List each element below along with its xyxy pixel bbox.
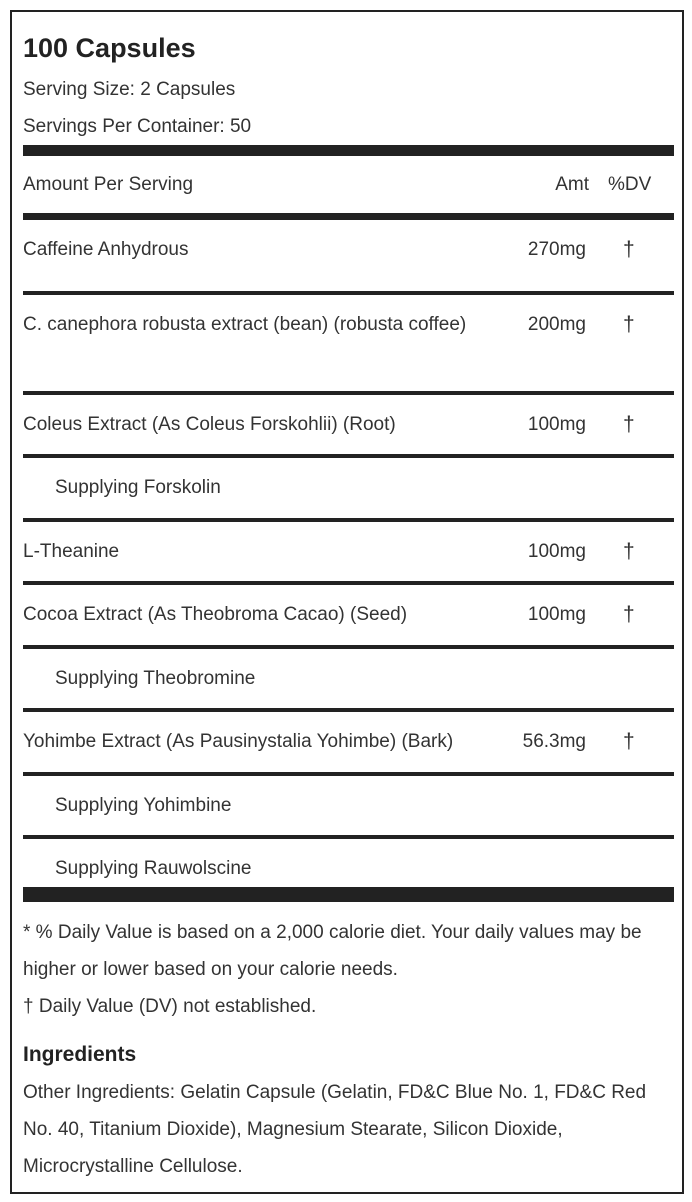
nutrient-amount: 100mg: [527, 541, 586, 562]
supplement-facts-panel: [10, 10, 684, 1194]
table-header: [23, 173, 674, 197]
servings-per-container: Servings Per Container: 50: [23, 116, 252, 137]
bottom-divider: [23, 887, 674, 902]
nutrient-name: Supplying Rauwolscine: [55, 858, 252, 879]
daily-value-footnote: * % Daily Value is based on a 2,000 calorie diet. Your daily values may be higher or lower based on your calorie needs.: [23, 922, 642, 980]
nutrient-amount: 200mg: [527, 314, 586, 335]
nutrient-name: Yohimbe Extract (As Pausinystalia Yohimbe) (Bark): [23, 731, 454, 752]
ingredients-title: Ingredients: [23, 1043, 137, 1066]
table-row: [23, 395, 674, 458]
nutrient-name: C. canephora robusta extract (bean) (robusta coffee): [23, 314, 467, 335]
nutrient-daily-value: †: [623, 413, 635, 436]
capsule-count-title: 100 Capsules: [23, 33, 196, 63]
nutrient-daily-value: †: [623, 730, 635, 753]
nutrient-daily-value: †: [623, 540, 635, 563]
header-divider: [23, 213, 674, 220]
nutrient-name: Cocoa Extract (As Theobroma Cacao) (Seed): [23, 604, 408, 625]
table-row: [23, 522, 674, 585]
nutrient-daily-value: †: [623, 313, 635, 336]
amount-per-serving-header: Amount Per Serving: [23, 174, 194, 195]
nutrient-name: Caffeine Anhydrous: [23, 239, 189, 260]
nutrient-rows: [23, 220, 674, 888]
table-row: [23, 649, 674, 712]
nutrient-amount: 100mg: [527, 604, 586, 625]
table-row: [23, 458, 674, 522]
nutrient-name: Coleus Extract (As Coleus Forskohlii) (Root): [23, 414, 396, 435]
table-row: [23, 295, 674, 395]
dv-not-established-footnote: † Daily Value (DV) not established.: [23, 996, 317, 1017]
nutrient-name: Supplying Theobromine: [55, 668, 256, 689]
table-row: [23, 776, 674, 839]
table-row: [23, 585, 674, 649]
serving-size: Serving Size: 2 Capsules: [23, 79, 236, 100]
nutrient-amount: 56.3mg: [522, 731, 586, 752]
ingredients-text: Other Ingredients: Gelatin Capsule (Gelatin, FD&C Blue No. 1, FD&C Red No. 40, Titanium Dioxide), Magnesium Stearate, Silicon Dioxide, Microcrystalline Cellulose.: [23, 1082, 647, 1177]
nutrient-name: L-Theanine: [23, 541, 120, 562]
table-row: [23, 839, 674, 888]
nutrient-amount: 270mg: [527, 239, 586, 260]
table-row: [23, 220, 674, 295]
amount-header: Amt: [555, 174, 589, 195]
nutrient-daily-value: †: [623, 238, 635, 261]
daily-value-header: %DV: [608, 174, 652, 195]
table-row: [23, 712, 674, 776]
nutrient-name: Supplying Yohimbine: [55, 795, 232, 816]
footnotes: [23, 914, 674, 1025]
nutrient-daily-value: †: [623, 603, 635, 626]
top-divider: [23, 145, 674, 156]
nutrient-name: Supplying Forskolin: [55, 477, 221, 498]
nutrient-amount: 100mg: [527, 414, 586, 435]
